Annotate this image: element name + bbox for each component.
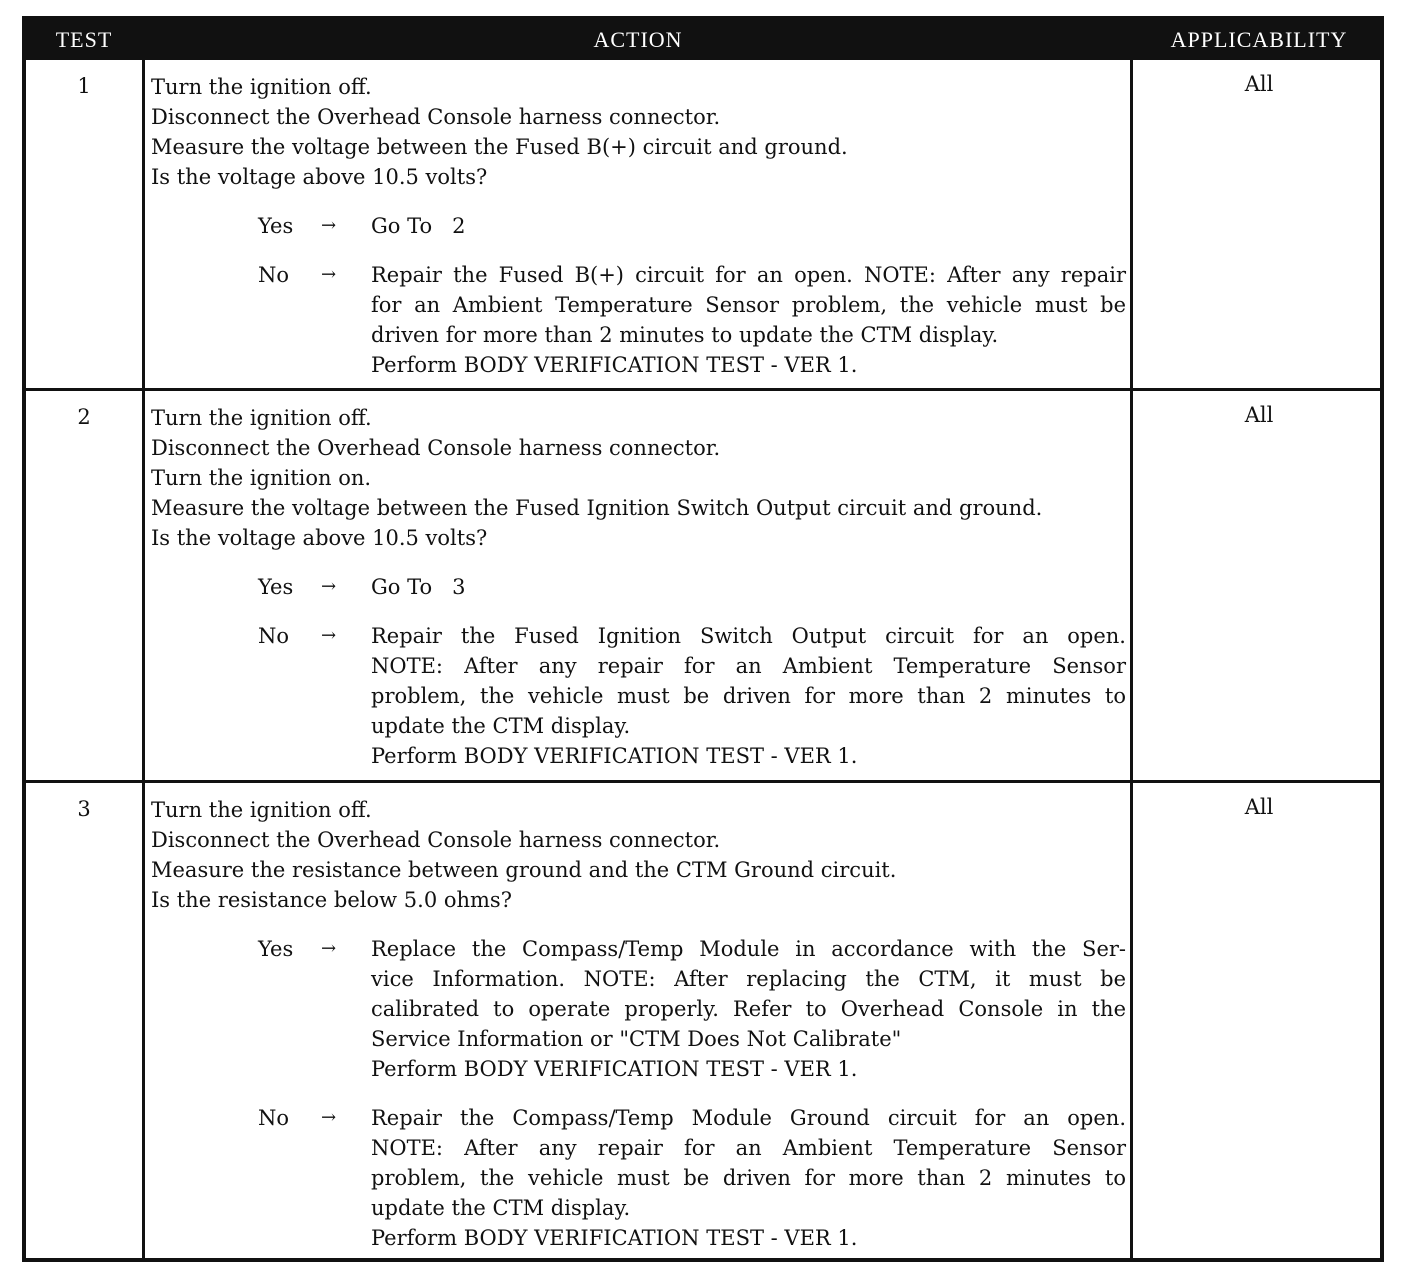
right-arrow-icon: → — [321, 938, 337, 959]
step-text: Turn the ignition off. — [151, 798, 372, 822]
no-label: No — [258, 263, 290, 287]
result-text: driven for more than 2 minutes to update the CTM display. — [371, 323, 999, 347]
result-text: problem, the vehicle must be driven for more than 2 minutes to — [371, 684, 1126, 708]
table-row — [26, 783, 1380, 1262]
result-text: Go To 3 — [371, 575, 466, 599]
step-text: Is the voltage above 10.5 volts? — [151, 165, 488, 189]
table-row — [26, 60, 1380, 388]
step-text: Is the voltage above 10.5 volts? — [151, 526, 488, 550]
step-text: Turn the ignition off. — [151, 75, 372, 99]
result-text: NOTE: After any repair for an Ambient Temperature Sensor — [371, 1136, 1126, 1160]
right-arrow-icon: → — [321, 215, 337, 236]
right-arrow-icon: → — [321, 576, 337, 597]
no-label: No — [258, 624, 290, 648]
result-text: Replace the Compass/Temp Module in accordance with the Ser- — [371, 937, 1126, 961]
result-text: Repair the Compass/Temp Module Ground circuit for an open. — [371, 1106, 1126, 1130]
right-arrow-icon: → — [321, 264, 337, 285]
step-text: Disconnect the Overhead Console harness connector. — [151, 105, 721, 129]
no-label: No — [258, 1106, 290, 1130]
step-text: Turn the ignition on. — [151, 466, 372, 490]
yes-label: Yes — [258, 937, 294, 961]
yes-label: Yes — [258, 214, 294, 238]
result-text: Perform BODY VERIFICATION TEST - VER 1. — [371, 353, 858, 377]
action-cell — [151, 795, 1126, 1253]
no-branch — [151, 260, 1126, 380]
step-text: Disconnect the Overhead Console harness connector. — [151, 828, 721, 852]
step-text: Turn the ignition off. — [151, 406, 372, 430]
test-number: 3 — [77, 797, 91, 821]
result-text: NOTE: After any repair for an Ambient Temperature Sensor — [371, 654, 1126, 678]
action-cell — [151, 403, 1126, 771]
applicability-value: All — [1244, 795, 1274, 819]
applicability-value: All — [1244, 403, 1274, 427]
yes-branch — [151, 572, 1126, 602]
result-text: vice Information. NOTE: After replacing the CTM, it must be — [371, 967, 1126, 991]
result-text: calibrated to operate properly. Refer to Overhead Console in the — [371, 997, 1126, 1021]
result-text: problem, the vehicle must be driven for more than 2 minutes to — [371, 1166, 1126, 1190]
result-text: Perform BODY VERIFICATION TEST - VER 1. — [371, 1226, 858, 1250]
diagnostic-table — [22, 16, 1384, 1262]
result-text: Perform BODY VERIFICATION TEST - VER 1. — [371, 744, 858, 768]
yes-label: Yes — [258, 575, 294, 599]
table-row — [26, 391, 1380, 780]
result-text: Go To 2 — [371, 214, 466, 238]
result-text: Repair the Fused Ignition Switch Output circuit for an open. — [371, 624, 1126, 648]
yes-branch — [151, 934, 1126, 1084]
applicability-value: All — [1244, 72, 1274, 96]
result-text: for an Ambient Temperature Sensor problem, the vehicle must be — [371, 293, 1126, 317]
header-applicability: APPLICABILITY — [1170, 27, 1348, 52]
step-text: Measure the resistance between ground and the CTM Ground circuit. — [151, 858, 897, 882]
step-text: Disconnect the Overhead Console harness connector. — [151, 436, 721, 460]
result-text: Service Information or "CTM Does Not Calibrate" — [371, 1027, 902, 1051]
result-text: Repair the Fused B(+) circuit for an open. NOTE: After any repair — [371, 263, 1126, 287]
yes-branch — [151, 211, 1126, 241]
result-text: update the CTM display. — [371, 1196, 631, 1220]
header-test: TEST — [55, 27, 113, 52]
right-arrow-icon: → — [321, 1107, 337, 1128]
test-number: 2 — [77, 405, 91, 429]
table-header — [26, 20, 1380, 60]
step-text: Measure the voltage between the Fused B(+) circuit and ground. — [151, 135, 848, 159]
step-text: Is the resistance below 5.0 ohms? — [151, 888, 512, 912]
action-cell — [151, 72, 1126, 380]
test-number: 1 — [77, 74, 91, 98]
step-text: Measure the voltage between the Fused Ignition Switch Output circuit and ground. — [151, 496, 1043, 520]
header-action: ACTION — [593, 27, 683, 52]
right-arrow-icon: → — [321, 625, 337, 646]
result-text: Perform BODY VERIFICATION TEST - VER 1. — [371, 1057, 858, 1081]
result-text: update the CTM display. — [371, 714, 631, 738]
no-branch — [151, 1103, 1126, 1253]
no-branch — [151, 621, 1126, 771]
